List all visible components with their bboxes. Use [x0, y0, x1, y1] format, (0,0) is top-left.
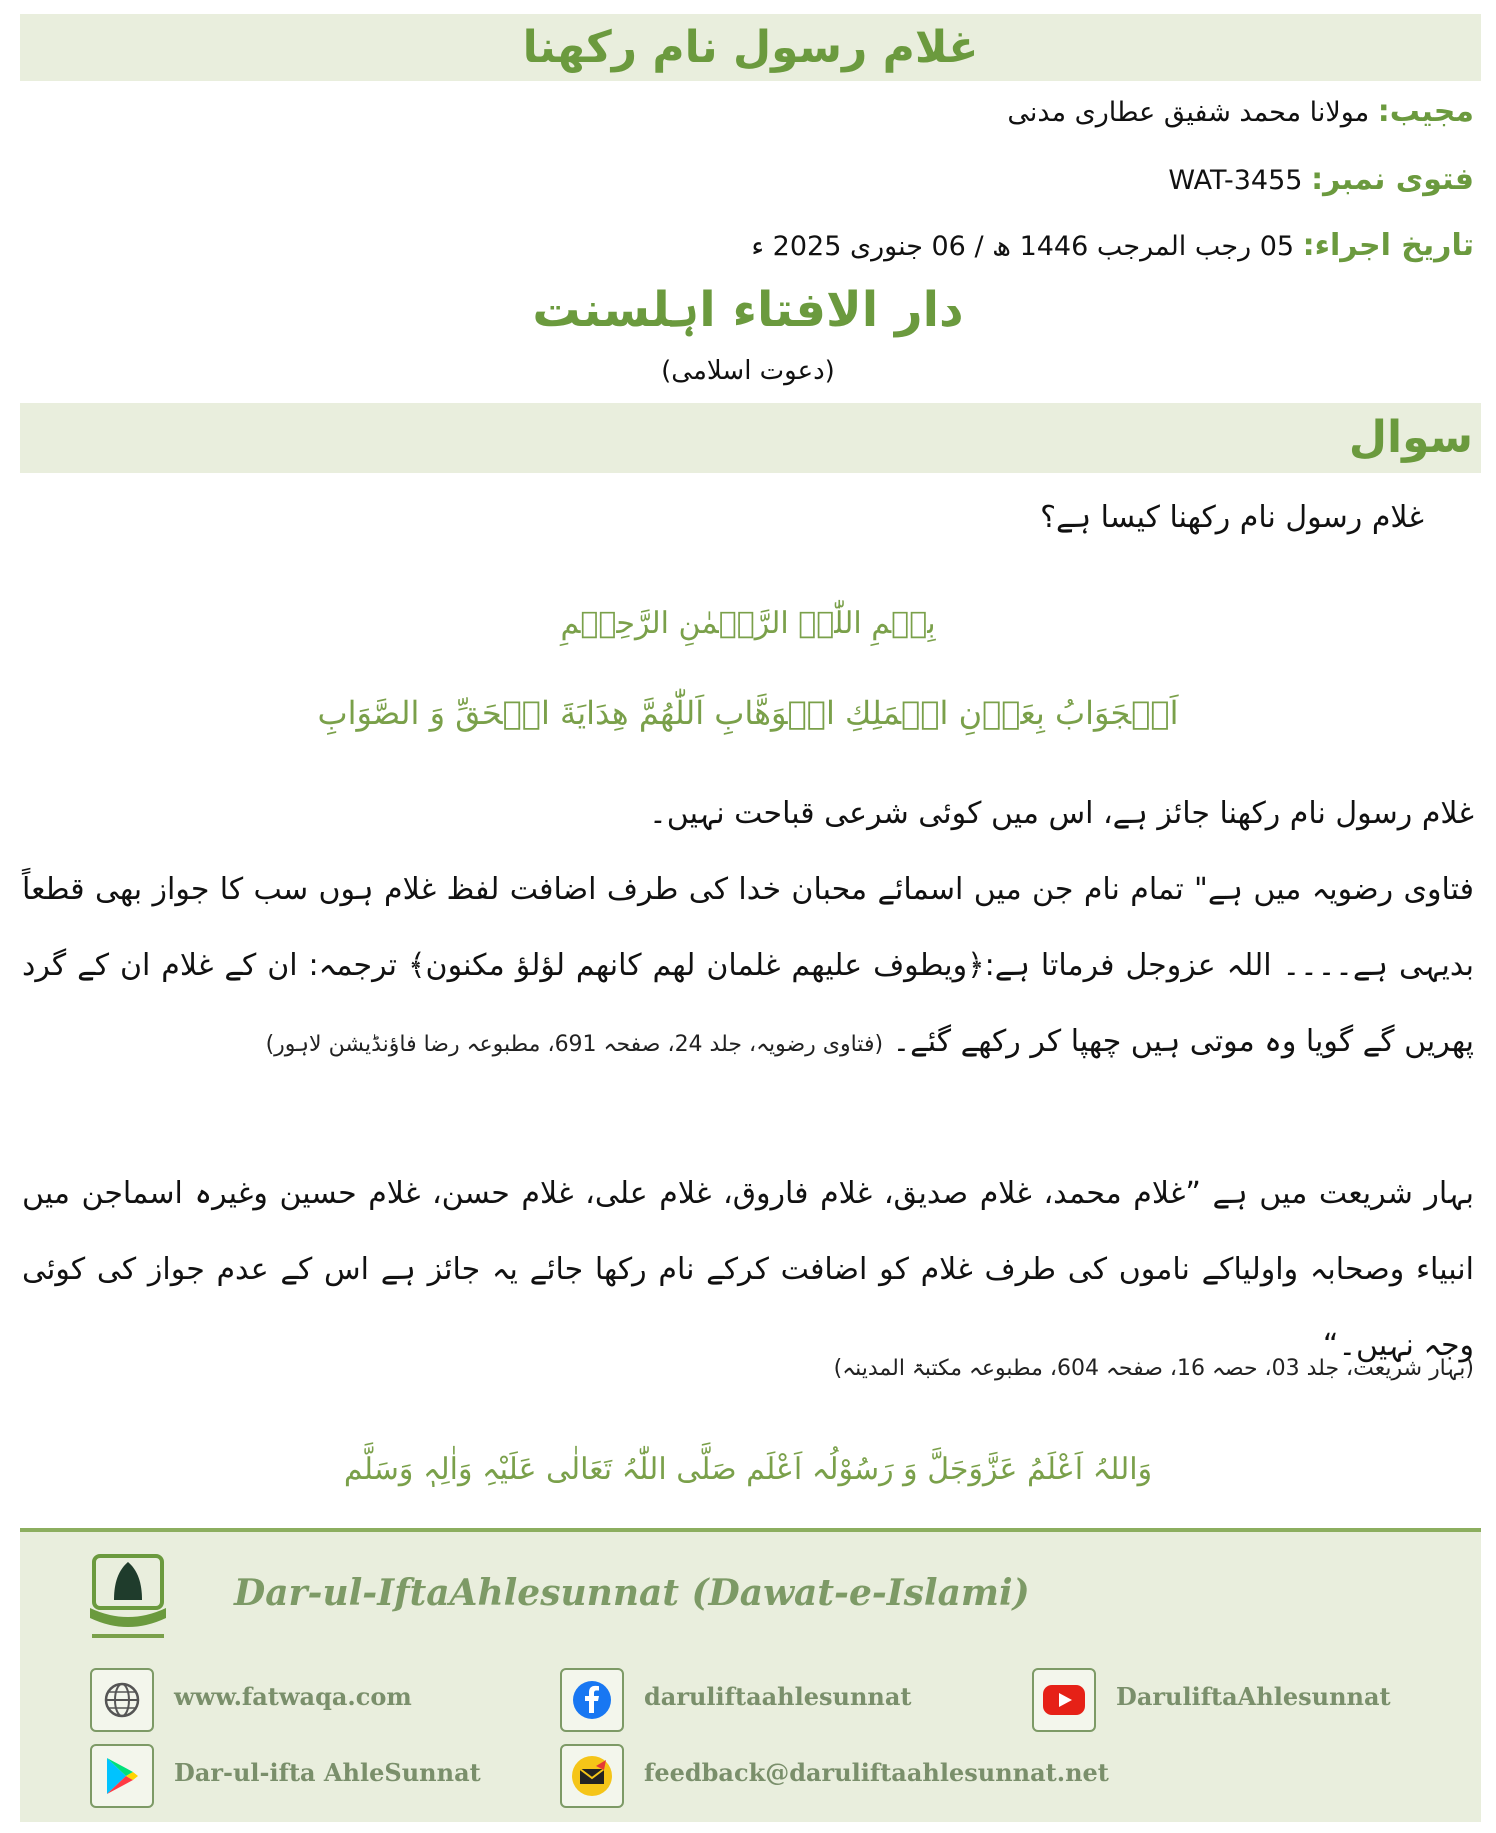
footer — [20, 1528, 1481, 1822]
question-text: غلام رسول نام رکھنا کیسا ہے؟ — [1040, 500, 1424, 535]
issue-date-value: 05 رجب المرجب 1446 ھ / 06 جنوری 2025 ء — [751, 231, 1295, 262]
fatwa-number-value: WAT-3455 — [1168, 165, 1303, 196]
issue-date-row — [751, 226, 1474, 267]
bahar-shariat-reference: (بہار شریعت، جلد 03، حصہ 16، صفحہ 604، مطبوعہ مکتبۃ المدینہ) — [833, 1356, 1474, 1381]
email-link[interactable] — [560, 1744, 1109, 1808]
answer-paragraph-1: غلام رسول نام رکھنا جائز ہے، اس میں کوئی شرعی قباحت نہیں۔ — [649, 796, 1474, 831]
fatwa-title: غلام رسول نام رکھنا — [522, 22, 979, 73]
website-link[interactable] — [90, 1668, 450, 1732]
dar-ul-ifta-logo-icon — [80, 1548, 176, 1648]
answer-paragraph-3: بہار شریعت میں ہے ”غلام محمد، غلام صدیق، غلام فاروق، غلام علی، غلام حسن، غلام حسین وغیرہ اسماجن میں انبیاء وصحابہ واولیاکے ناموں کی طرف غلام کو اضافت کرکے نام رکھا جائے یہ جائز ہے اس کے عدم جواز کی کوئی وجہ نہیں۔“ — [22, 1176, 1474, 1363]
closing-dua: وَاللہُ اَعْلَمُ عَزَّوَجَلَّ وَ رَسُوْلُہ اَعْلَم صَلَّی اللّٰہُ تَعَالٰی عَلَیْہِ وَاٰلِہٖ وَسَلَّم — [343, 1452, 1153, 1487]
play-store-text: Dar-ul-ifta AhleSunnat — [174, 1758, 481, 1787]
facebook-icon — [560, 1668, 624, 1732]
youtube-link[interactable] — [1032, 1668, 1392, 1732]
fatwa-number-row — [1168, 160, 1474, 201]
email-text: feedback@daruliftaahlesunnat.net — [644, 1758, 1109, 1787]
globe-icon — [90, 1668, 154, 1732]
jawab-opening: اَلۡجَوَابُ بِعَوۡنِ الۡمَلِكِ الۡوَهَّابِ اَللّٰهُمَّ هِدَايَةَ الۡحَقِّ وَ الصَّوَابِ — [317, 694, 1179, 732]
facebook-link[interactable] — [560, 1668, 940, 1732]
title-band — [20, 14, 1481, 81]
footer-brand: Dar-ul-IftaAhlesunnat (Dawat-e-Islami) — [234, 1572, 1030, 1614]
mujeeb-value: مولانا محمد شفیق عطاری مدنی — [1007, 97, 1370, 128]
answer-paragraph-2 — [22, 852, 1474, 1083]
dawat-subheading: (دعوت اسلامی) — [661, 356, 835, 386]
mujeeb-label: مجیب: — [1377, 94, 1474, 129]
bismillah: بِسۡمِ اللّٰہِ الرَّحۡمٰنِ الرَّحِیۡمِ — [560, 606, 936, 641]
fatawa-rizwiya-quote: فتاوی رضویہ میں ہے" تمام نام جن میں اسمائے محبان خدا کی طرف اضافت لفظ غلام ہوں سب کا جواز بھی قطعاً بدیہی ہے۔۔۔۔ اللہ عزوجل فرماتا ہے:﴿ویطوف علیھم غلمان لھم کانھم لؤلؤ مکنون﴾ ترجمہ: ان کے غلام ان کے گرد پھریں گے گویا وہ موتی ہیں چھپا کر رکھے گئے۔ — [22, 872, 1474, 1059]
play-store-link[interactable] — [90, 1744, 481, 1808]
darul-ifta-heading: دار الافتاء اہلسنت — [532, 282, 964, 338]
sawal-band — [20, 403, 1481, 473]
website-text: www.fatwaqa.com — [174, 1682, 412, 1711]
fatwa-number-label: فتوی نمبر: — [1311, 162, 1474, 197]
mujeeb-row — [1007, 92, 1474, 133]
sawal-heading: سوال — [1348, 412, 1473, 463]
play-store-icon — [90, 1744, 154, 1808]
issue-date-label: تاریخ اجراء: — [1302, 228, 1474, 263]
youtube-icon — [1032, 1668, 1096, 1732]
fatawa-rizwiya-reference: (فتاوی رضویہ، جلد 24، صفحہ 691، مطبوعہ رضا فاؤنڈیشن لاہور) — [265, 1032, 884, 1057]
facebook-text: daruliftaahlesunnat — [644, 1682, 912, 1711]
youtube-text: DaruliftaAhlesunnat — [1116, 1682, 1391, 1711]
email-icon — [560, 1744, 624, 1808]
